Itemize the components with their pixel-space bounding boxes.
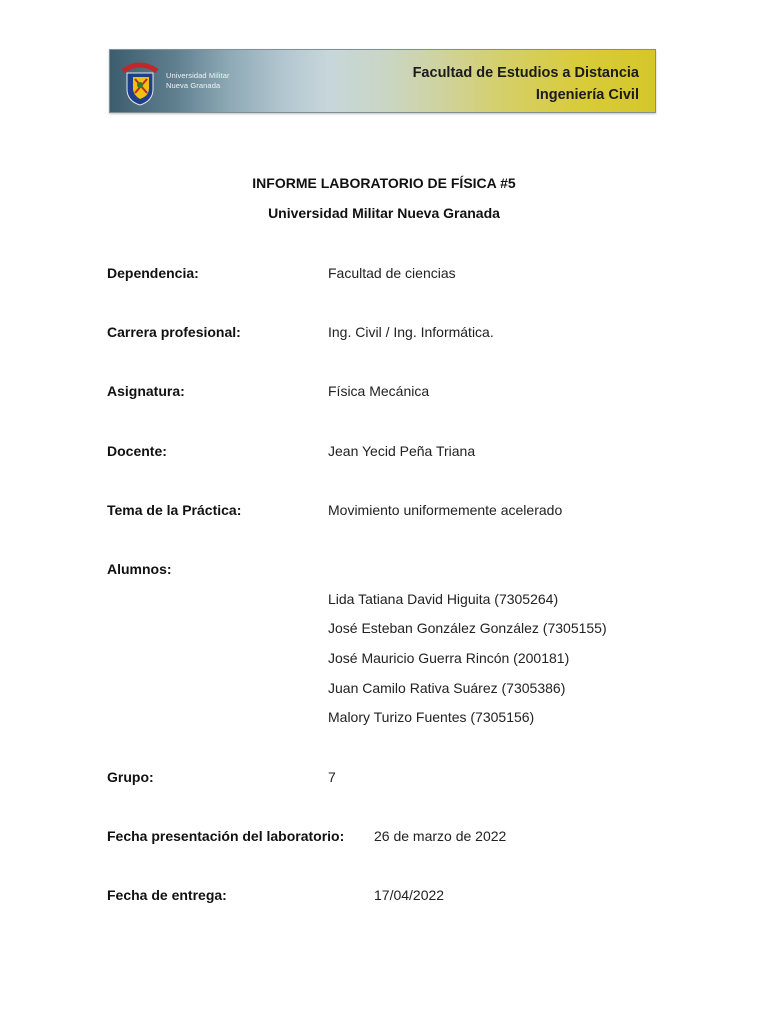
fecha-presentacion-label: Fecha presentación del laboratorio: <box>107 828 345 844</box>
carrera-label: Carrera profesional: <box>107 324 241 340</box>
banner-faculty-block <box>413 62 639 106</box>
student-item: Lida Tatiana David Higuita (7305264) <box>328 591 559 607</box>
dependencia-label: Dependencia: <box>107 265 199 281</box>
report-title: INFORME LABORATORIO DE FÍSICA #5 <box>252 175 516 191</box>
tema-value: Movimiento uniformemente acelerado <box>328 502 563 518</box>
docente-label: Docente: <box>107 443 167 459</box>
docente-value: Jean Yecid Peña Triana <box>328 443 476 459</box>
student-item: Malory Turizo Fuentes (7305156) <box>328 709 535 725</box>
university-emblem-icon <box>119 55 161 107</box>
faculty-name: Facultad de Estudios a Distancia <box>412 65 639 81</box>
student-item: José Mauricio Guerra Rincón (200181) <box>328 650 570 666</box>
student-item: José Esteban González González (7305155) <box>328 620 607 636</box>
university-name: Universidad Militar Nueva Granada <box>268 205 500 221</box>
logo-line-1: Universidad Militar <box>166 71 230 80</box>
program-name: Ingeniería Civil <box>535 87 639 103</box>
fecha-presentacion-value: 26 de marzo de 2022 <box>374 828 507 844</box>
asignatura-label: Asignatura: <box>107 383 185 399</box>
asignatura-value: Física Mecánica <box>328 383 430 399</box>
student-item: Juan Camilo Rativa Suárez (7305386) <box>328 680 566 696</box>
carrera-value: Ing. Civil / Ing. Informática. <box>328 324 494 340</box>
tema-label: Tema de la Práctica: <box>107 502 242 518</box>
dependencia-value: Facultad de ciencias <box>328 265 456 281</box>
header-banner <box>109 49 656 113</box>
grupo-label: Grupo: <box>107 769 154 785</box>
grupo-value: 7 <box>328 769 336 785</box>
logo-line-2: Nueva Granada <box>166 81 221 90</box>
alumnos-label: Alumnos: <box>107 561 172 577</box>
fecha-entrega-label: Fecha de entrega: <box>107 887 227 903</box>
fecha-entrega-value: 17/04/2022 <box>374 887 445 903</box>
university-logo-text <box>166 71 230 91</box>
